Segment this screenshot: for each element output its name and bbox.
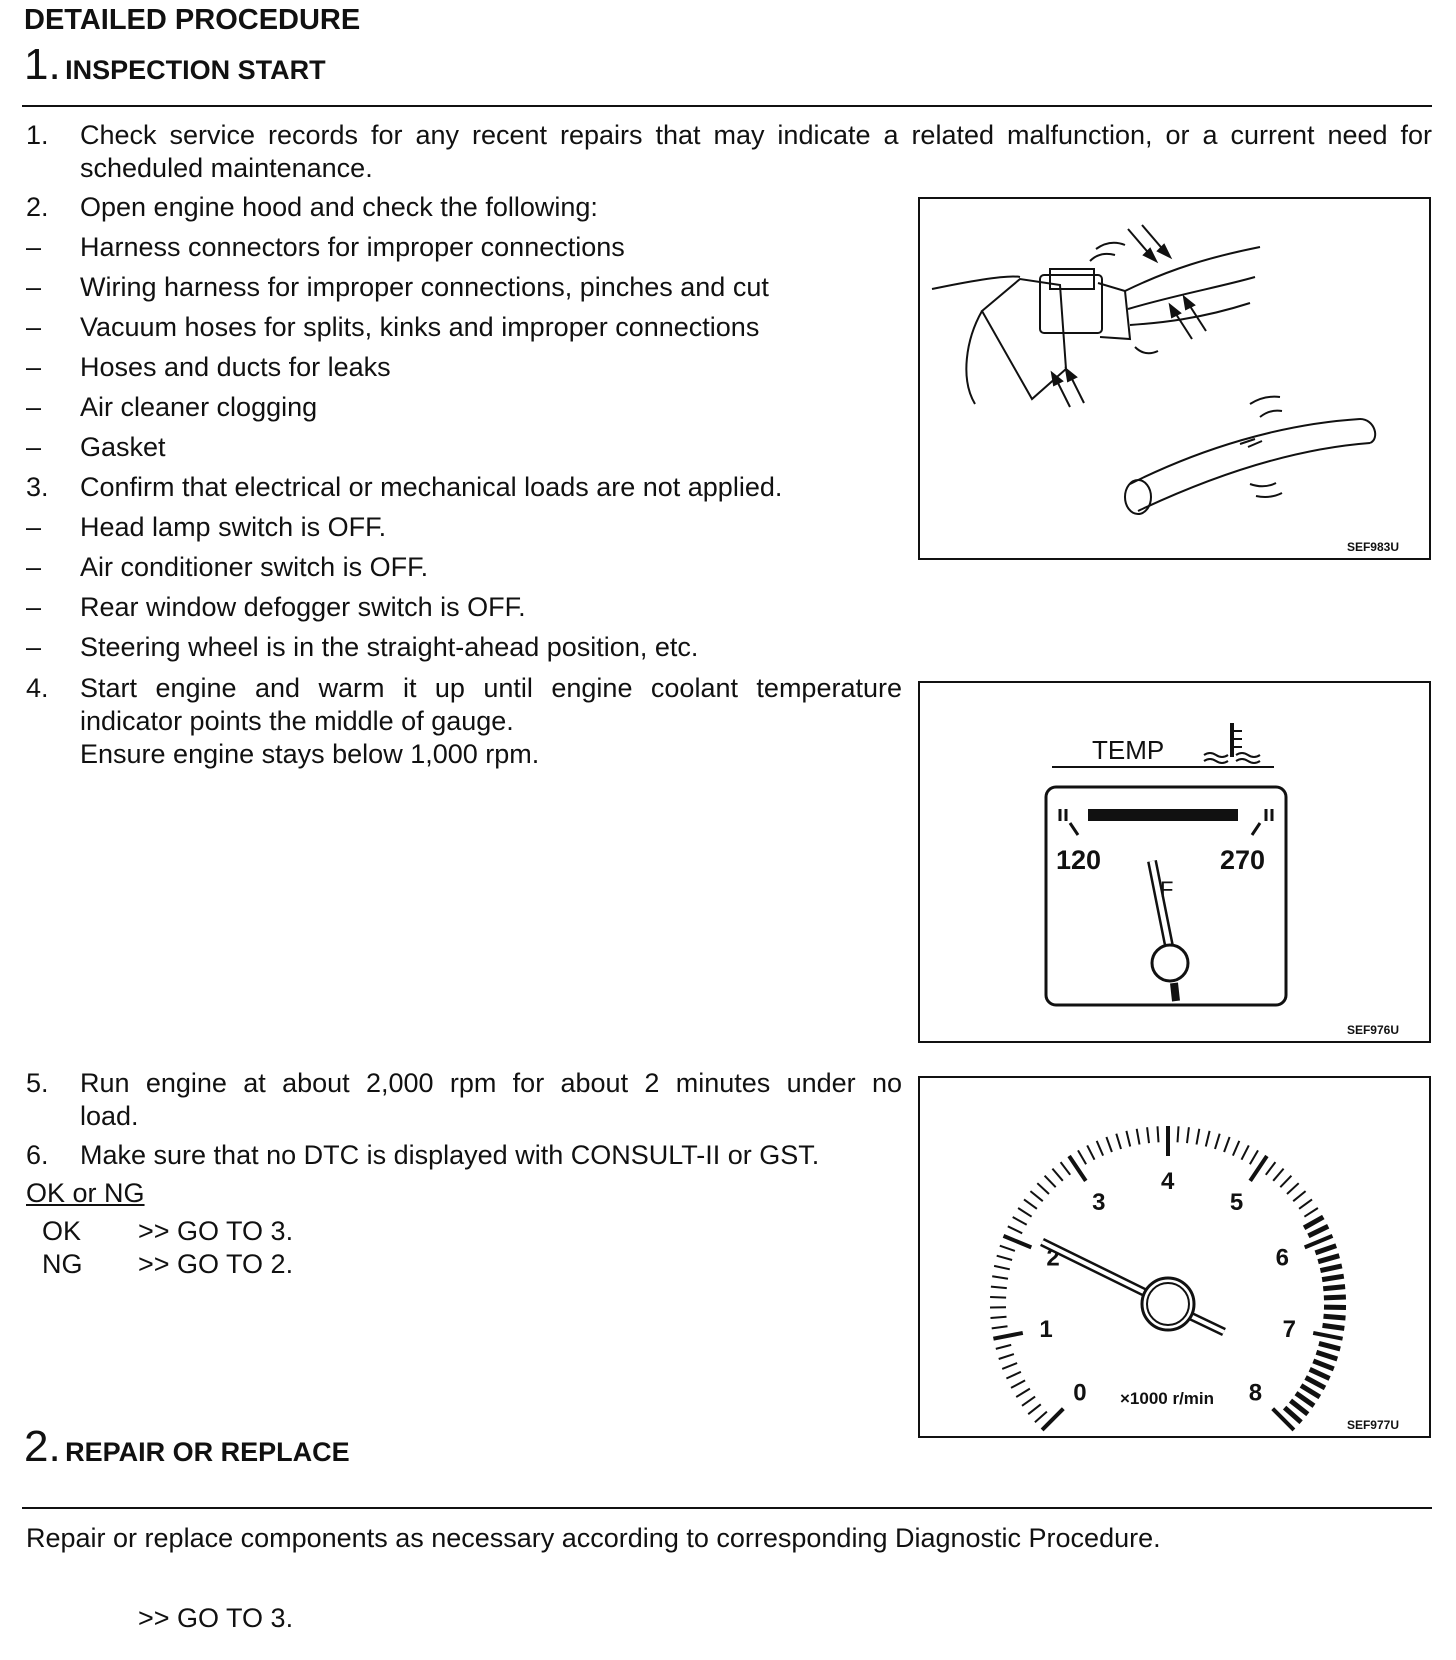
list-item <box>22 1067 902 1133</box>
tachometer-minor-tick <box>1301 1386 1320 1398</box>
list-text: scheduled maintenance. <box>80 153 373 183</box>
temp-gauge-low: 120 <box>1056 845 1102 875</box>
list-text: indicator points the middle of gauge. <box>80 706 514 736</box>
tachometer-minor-tick <box>996 1345 1011 1349</box>
tachometer-minor-tick <box>1322 1276 1344 1279</box>
tachometer-minor-tick <box>990 1297 1006 1298</box>
list-text: Head lamp switch is OFF. <box>80 512 387 542</box>
tachometer-minor-tick <box>1287 1183 1299 1194</box>
list-marker: – <box>26 512 42 542</box>
tachometer-tick-label: 3 <box>1092 1188 1106 1216</box>
tachometer-minor-tick <box>1024 1199 1037 1208</box>
tachometer-minor-tick <box>1030 1191 1042 1201</box>
step-1-number: 1. <box>24 40 61 89</box>
list-text: Check service records for any recent repairs that may indicate a related malfunction, or a current need for <box>80 120 1432 150</box>
tachometer-tick-label: 2 <box>1046 1244 1060 1272</box>
list-marker: – <box>26 272 42 302</box>
tachometer-minor-tick <box>1215 1134 1220 1149</box>
list-text: Open engine hood and check the following: <box>80 192 598 222</box>
list-text: Wiring harness for improper connections, pinches and cut <box>80 272 769 302</box>
tachometer-minor-tick <box>991 1287 1007 1289</box>
list-marker: 3. <box>26 472 49 502</box>
tachometer-minor-tick <box>1018 1208 1032 1217</box>
tachometer-minor-tick <box>1016 1389 1030 1397</box>
list-marker: – <box>26 432 42 462</box>
list-marker: – <box>26 632 42 662</box>
tachometer-tick-label: 8 <box>1248 1379 1263 1407</box>
tachometer-minor-tick <box>1319 1343 1340 1349</box>
tachometer-minor-tick <box>992 1276 1008 1279</box>
list-item <box>22 119 1432 185</box>
tachometer-minor-tick <box>1299 1199 1312 1208</box>
list-text: Air conditioner switch is OFF. <box>80 552 429 582</box>
list-marker: – <box>26 232 42 262</box>
tachometer-minor-tick <box>1324 1316 1346 1318</box>
tachometer-minor-tick <box>1052 1169 1062 1181</box>
temp-gauge-high: 270 <box>1220 845 1266 875</box>
step-2-title: REPAIR OR REPLACE <box>65 1437 350 1467</box>
list-marker: – <box>26 392 42 422</box>
tachometer-minor-tick <box>1116 1134 1121 1149</box>
step-1-divider <box>22 105 1432 107</box>
tachometer-minor-tick <box>1087 1145 1094 1159</box>
figure-code: SEF977U <box>1346 1418 1399 1432</box>
tachometer-minor-tick <box>1147 1127 1149 1143</box>
tachometer-minor-tick <box>1178 1126 1179 1142</box>
list-text: Air cleaner clogging <box>80 392 318 422</box>
harness-illustration <box>920 199 1429 558</box>
tachometer-minor-tick <box>1224 1137 1230 1152</box>
tachometer-minor-tick <box>1233 1141 1239 1156</box>
tachometer-minor-tick <box>1323 1287 1345 1289</box>
tachometer-minor-tick <box>1097 1141 1103 1156</box>
list-marker: 4. <box>26 673 49 703</box>
list-text: Rear window defogger switch is OFF. <box>80 592 526 622</box>
tachometer-minor-tick <box>1304 1217 1323 1228</box>
tachometer-minor-tick <box>1037 1183 1049 1194</box>
tachometer-minor-tick <box>1011 1380 1025 1388</box>
figure-code: SEF976U <box>1346 1023 1399 1037</box>
tachometer-minor-tick <box>1061 1162 1071 1175</box>
tachometer-minor-tick <box>994 1266 1010 1269</box>
step-1-title: INSPECTION START <box>65 55 326 85</box>
list-text: Run engine at about 2,000 rpm for about 2 minutes under no <box>80 1068 902 1098</box>
list-text: Gasket <box>80 432 166 462</box>
tachometer-minor-tick <box>1308 1226 1328 1236</box>
tachometer-minor-tick <box>997 1256 1012 1260</box>
result-status-ok: OK <box>42 1216 82 1246</box>
list-text: Steering wheel is in the straight-ahead position, etc. <box>80 632 699 662</box>
list-marker: 1. <box>26 120 49 150</box>
tachometer-minor-tick <box>1028 1404 1041 1414</box>
tachometer-minor-tick <box>1242 1145 1249 1159</box>
list-marker: 5. <box>26 1068 49 1098</box>
tachometer-minor-tick <box>1002 1363 1017 1369</box>
list-marker: – <box>26 592 42 622</box>
step-2-action: >> GO TO 3. <box>138 1603 294 1633</box>
tachometer-tick-label: 4 <box>1161 1168 1175 1195</box>
list-text: Confirm that electrical or mechanical loads are not applied. <box>80 472 783 502</box>
tachometer-minor-tick <box>1106 1137 1112 1152</box>
tachometer-minor-tick <box>1035 1412 1047 1423</box>
tachometer-major-tick <box>1004 1236 1032 1248</box>
tachometer-minor-tick <box>1320 1266 1342 1271</box>
ok-ng-label: OK or NG <box>26 1178 145 1208</box>
step-2-number: 2. <box>24 1422 61 1471</box>
tachometer-minor-tick <box>1006 1372 1021 1379</box>
tachometer-unit: ×1000 r/min <box>1120 1389 1215 1408</box>
tachometer-minor-tick <box>999 1354 1014 1359</box>
list-marker: – <box>26 352 42 382</box>
tachometer-minor-tick <box>991 1317 1007 1318</box>
tachometer-minor-tick <box>1187 1127 1189 1143</box>
tachometer-minor-tick <box>1273 1169 1283 1181</box>
list-text: Ensure engine stays below 1,000 rpm. <box>80 739 540 769</box>
tachometer-minor-tick <box>1250 1150 1258 1164</box>
list-marker: 6. <box>26 1140 49 1170</box>
tachometer-minor-tick <box>1306 1378 1325 1388</box>
tachometer-minor-tick <box>1013 1217 1027 1225</box>
tachometer-minor-tick <box>1158 1126 1159 1142</box>
list-text: Vacuum hoses for splits, kinks and improper connections <box>80 312 760 342</box>
tachometer-minor-tick <box>1315 1246 1336 1253</box>
result-action-ng: >> GO TO 2. <box>138 1249 294 1279</box>
list-text: Make sure that no DTC is displayed with CONSULT-II or GST. <box>80 1140 820 1170</box>
list-marker: 2. <box>26 192 49 222</box>
tachometer-tick-label: 5 <box>1229 1188 1244 1216</box>
tachometer-minor-tick <box>1022 1397 1035 1406</box>
list-text: Start engine and warm it up until engine coolant temperature <box>80 673 902 703</box>
tachometer-minor-tick <box>992 1326 1008 1328</box>
tachometer-minor-tick <box>1323 1325 1345 1328</box>
tachometer-major-tick <box>993 1333 1022 1339</box>
tachometer-minor-tick <box>1045 1176 1056 1188</box>
step-1-heading <box>24 40 326 90</box>
tachometer-tick-label: 1 <box>1039 1316 1053 1344</box>
result-action-ok: >> GO TO 3. <box>138 1216 294 1246</box>
harness-inspection-figure <box>918 197 1431 560</box>
tachometer-minor-tick <box>1318 1256 1339 1262</box>
tachometer-minor-tick <box>1126 1131 1130 1147</box>
temp-gauge-needle-letter: F <box>1160 877 1174 902</box>
tachometer-major-tick <box>1313 1333 1342 1339</box>
step-2-heading <box>24 1422 350 1472</box>
temp-gauge-figure <box>918 681 1431 1043</box>
temp-gauge-label: TEMP <box>1092 735 1165 765</box>
step-2-divider <box>22 1507 1432 1509</box>
tachometer-minor-tick <box>1316 1352 1337 1359</box>
tachometer-minor-tick <box>1008 1226 1022 1233</box>
tachometer-minor-tick <box>1324 1297 1346 1298</box>
tachometer-minor-tick <box>1000 1246 1015 1251</box>
tachometer-minor-tick <box>1206 1131 1210 1147</box>
temp-gauge-illustration <box>920 683 1429 1041</box>
list-text: Harness connectors for improper connections <box>80 232 625 262</box>
tachometer-minor-tick <box>1137 1129 1140 1145</box>
list-marker: – <box>26 552 42 582</box>
tachometer-minor-tick <box>1266 1162 1276 1175</box>
tachometer-minor-tick <box>1310 1369 1330 1378</box>
list-text: load. <box>80 1101 139 1131</box>
tachometer-minor-tick <box>1280 1176 1291 1188</box>
tachometer-tick-label: 7 <box>1282 1316 1296 1344</box>
list-marker: – <box>26 312 42 342</box>
tachometer-illustration <box>920 1078 1429 1436</box>
tachometer-minor-tick <box>1304 1208 1318 1217</box>
tachometer-tick-label: 0 <box>1073 1379 1087 1407</box>
tachometer-major-tick <box>1305 1236 1333 1248</box>
result-status-ng: NG <box>42 1249 83 1279</box>
tachometer-figure <box>918 1076 1431 1438</box>
tachometer-minor-tick <box>1197 1129 1200 1145</box>
tachometer-minor-tick <box>1313 1361 1334 1369</box>
figure-code: SEF983U <box>1346 540 1399 554</box>
page-title: DETAILED PROCEDURE <box>24 4 361 36</box>
tachometer-minor-tick <box>1293 1191 1305 1201</box>
list-item <box>22 672 902 771</box>
step-2-text: Repair or replace components as necessary according to corresponding Diagnostic Procedure. <box>26 1523 1161 1553</box>
tachometer-tick-label: 6 <box>1275 1244 1289 1272</box>
tachometer-minor-tick <box>1078 1150 1086 1164</box>
list-text: Hoses and ducts for leaks <box>80 352 391 382</box>
